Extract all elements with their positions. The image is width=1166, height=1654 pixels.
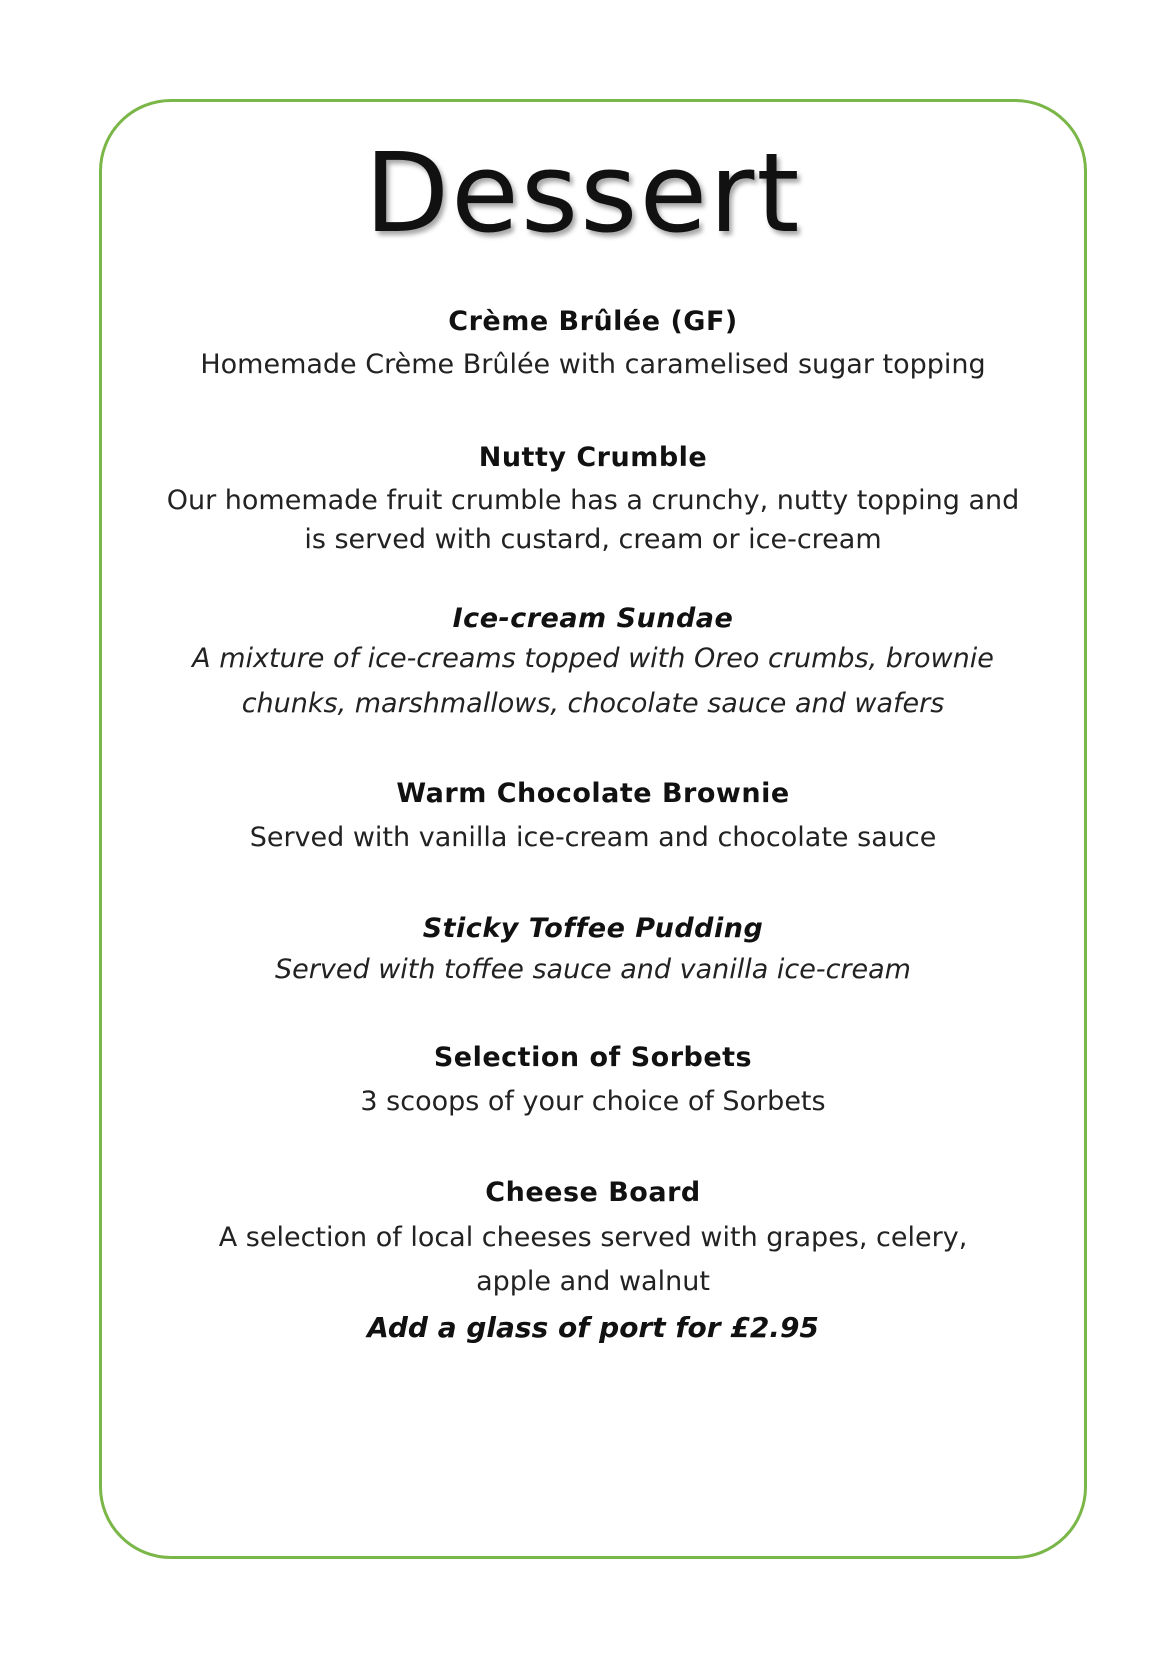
item-name-warm-chocolate-brownie: Warm Chocolate Brownie	[396, 778, 790, 809]
item-desc-nutty-crumble-line-2: is served with custard, cream or ice-cream	[304, 524, 882, 555]
item-name-sticky-toffee-pudding: Sticky Toffee Pudding	[422, 913, 764, 944]
item-desc-selection-of-sorbets: 3 scoops of your choice of Sorbets	[360, 1086, 826, 1117]
item-desc-warm-chocolate-brownie: Served with vanilla ice-cream and chocolate sauce	[249, 822, 937, 853]
item-desc-creme-brulee: Homemade Crème Brûlée with caramelised sugar topping	[200, 349, 986, 380]
item-name-cheese-board: Cheese Board	[485, 1177, 701, 1208]
item-extra-port-offer: Add a glass of port for £2.95	[367, 1311, 819, 1344]
item-name-nutty-crumble: Nutty Crumble	[478, 442, 708, 473]
item-desc-ice-cream-sundae-line-2: chunks, marshmallows, chocolate sauce and wafers	[241, 688, 945, 719]
item-name-selection-of-sorbets: Selection of Sorbets	[433, 1042, 753, 1073]
item-desc-nutty-crumble-line-1: Our homemade fruit crumble has a crunchy, nutty topping and	[166, 485, 1020, 516]
item-desc-sticky-toffee-pudding: Served with toffee sauce and vanilla ice-cream	[275, 954, 911, 985]
menu-title: Dessert	[364, 129, 802, 257]
item-desc-ice-cream-sundae-line-1: A mixture of ice-creams topped with Oreo crumbs, brownie	[192, 643, 994, 674]
item-desc-cheese-board-line-1: A selection of local cheeses served with grapes, celery,	[218, 1222, 968, 1253]
item-name-creme-brulee: Crème Brûlée (GF)	[448, 306, 738, 337]
item-name-ice-cream-sundae: Ice-cream Sundae	[452, 603, 734, 634]
item-desc-cheese-board-line-2: apple and walnut	[476, 1266, 710, 1297]
